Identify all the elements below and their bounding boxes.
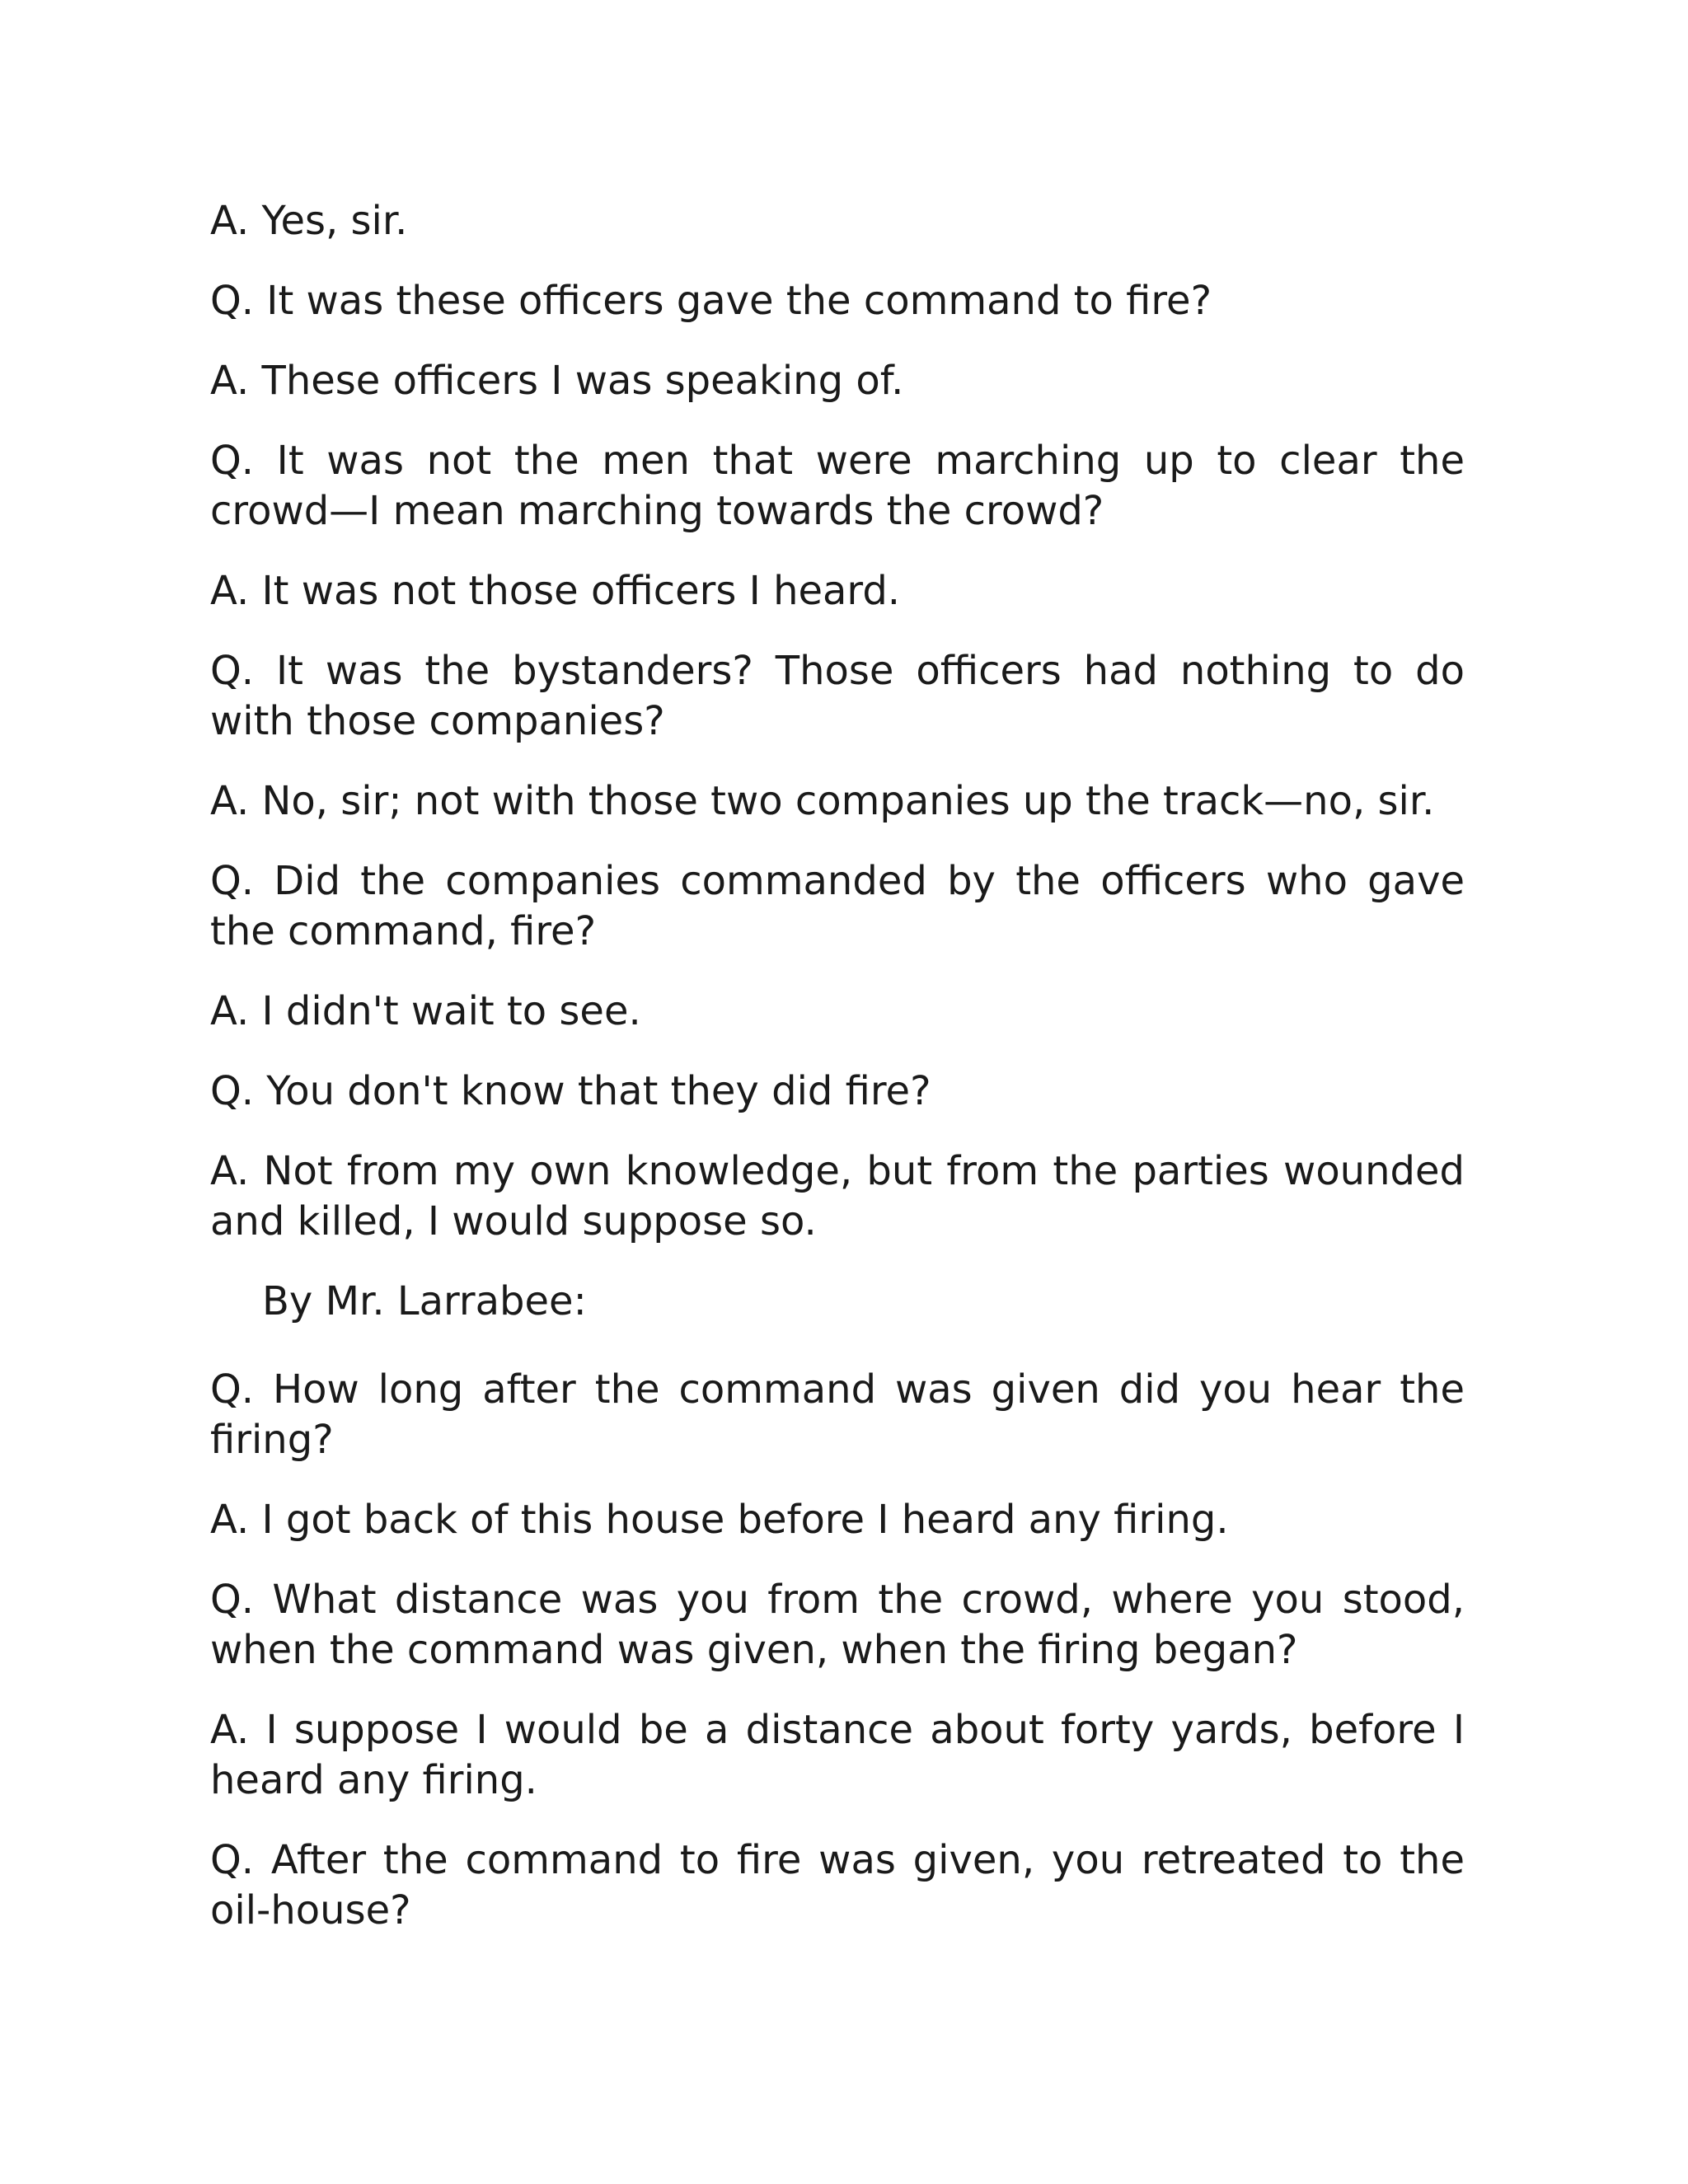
question-paragraph: Q. What distance was you from the crowd, where you stood, when the command was given, when the firing began? [210,1577,1465,1673]
answer-paragraph: A. No, sir; not with those two companies up the track—no, sir. [210,778,1435,824]
answer-paragraph: A. I got back of this house before I heard any firing. [210,1497,1229,1543]
answer-paragraph: A. I didn't wait to see. [210,988,641,1034]
question-paragraph: Q. Did the companies commanded by the officers who gave the command, fire? [210,858,1465,954]
question-paragraph: Q. It was the bystanders? Those officers had nothing to do with those companies? [210,648,1465,744]
question-paragraph: Q. You don't know that they did fire? [210,1068,931,1114]
question-paragraph: Q. It was not the men that were marching up to clear the crowd—I mean marching towards the crowd? [210,438,1465,534]
answer-paragraph: A. Not from my own knowledge, but from the parties wounded and killed, I would suppose so. [210,1148,1465,1244]
question-paragraph: Q. After the command to fire was given, you retreated to the oil-house? [210,1837,1465,1933]
question-paragraph: Q. It was these officers gave the command to fire? [210,278,1212,324]
document-page [210,196,1465,1966]
speaker-heading: By Mr. Larrabee: [262,1278,587,1324]
answer-paragraph: A. Yes, sir. [210,198,408,244]
question-paragraph: Q. How long after the command was given did you hear the firing? [210,1366,1465,1463]
answer-paragraph: A. I suppose I would be a distance about forty yards, before I heard any firing. [210,1707,1465,1803]
answer-paragraph: A. It was not those officers I heard. [210,568,901,614]
answer-paragraph: A. These officers I was speaking of. [210,358,904,404]
